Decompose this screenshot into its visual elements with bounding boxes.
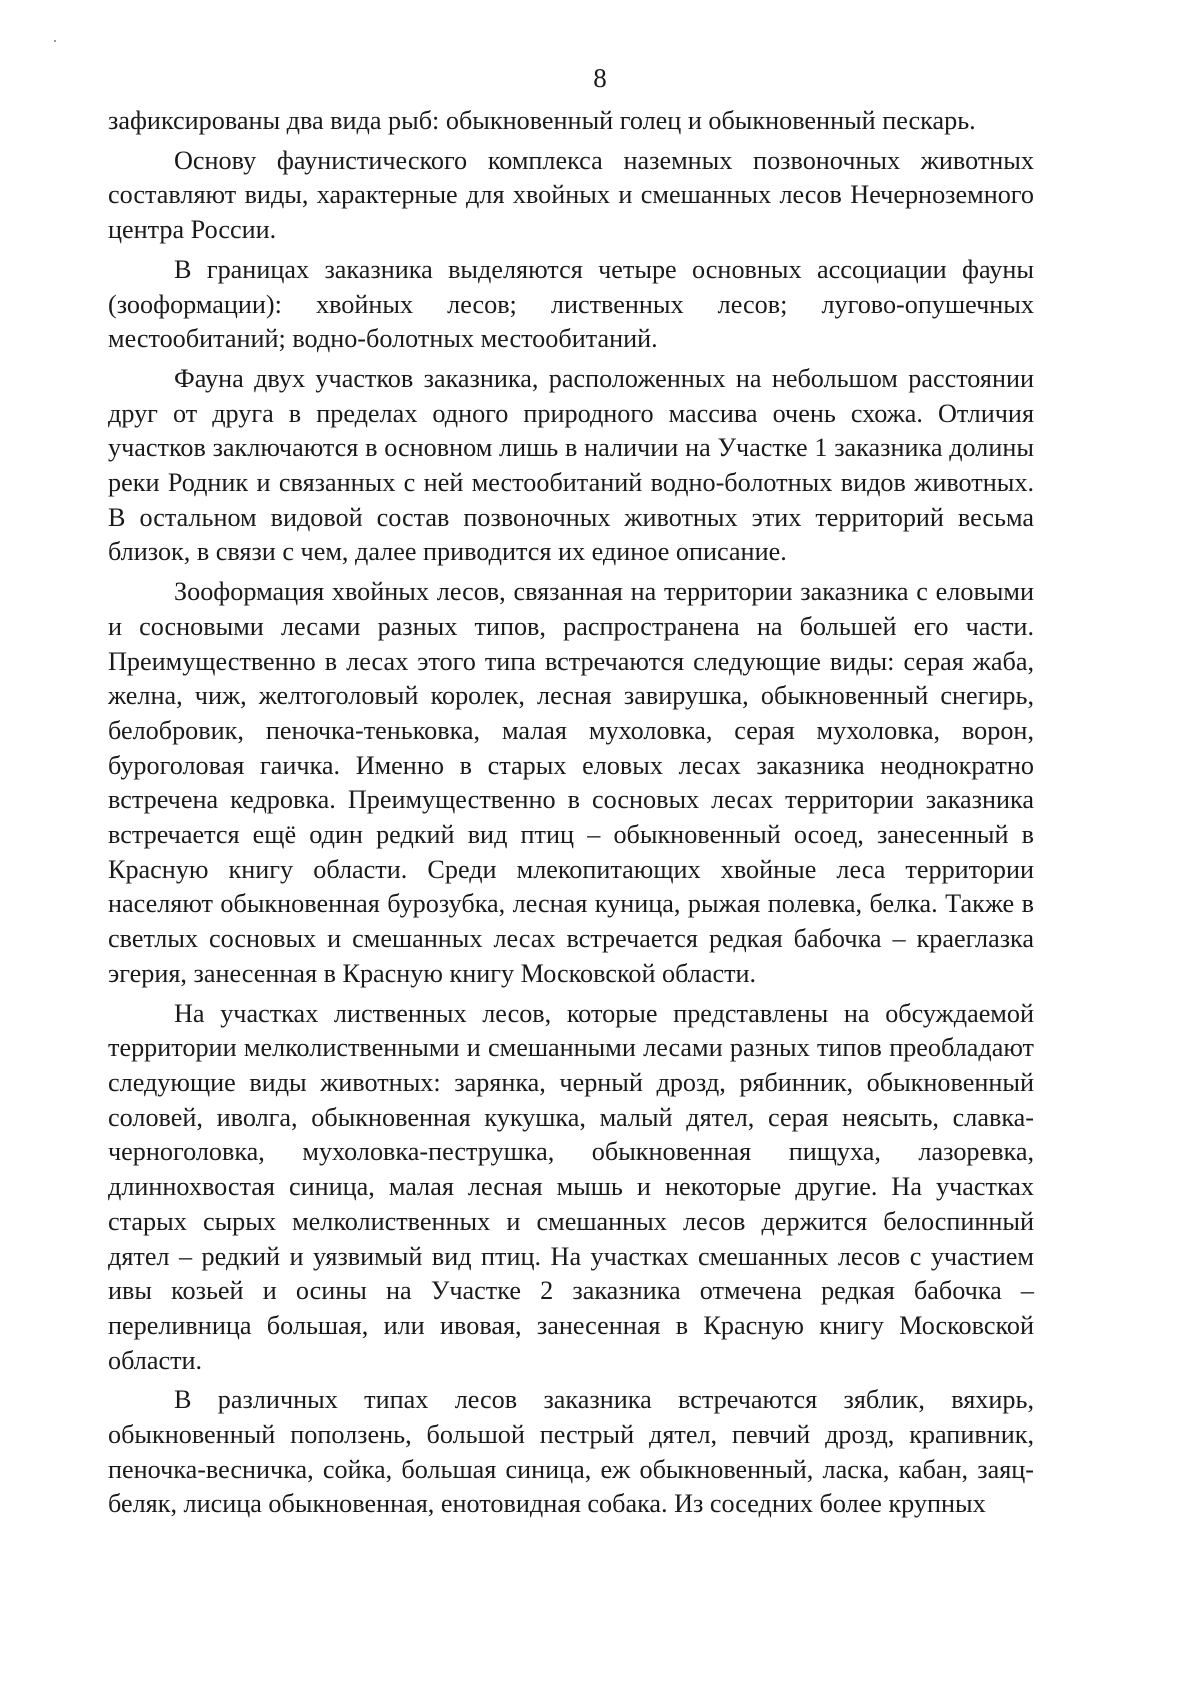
scan-dust-mark xyxy=(54,40,56,42)
page-number: 8 xyxy=(593,63,607,93)
paragraph-fish-species: зафиксированы два вида рыб: обыкновенный голец и обыкновенный пескарь. xyxy=(108,106,976,135)
paragraph-deciduous-forests: На участках лиственных лесов, которые представлены на обсуждаемой территории мелколиственными и смешанными лесами разных типов преобладают следующие виды животных: зарянка, черный дрозд, рябинник, обыкновенный соловей, иволга, обыкновенная кукушка, малый дятел, серая неясыть, славка-черноголовка, мухоловка-пеструшка, обыкновенная пищуха, лазоревка, длиннохвостая синица, малая лесная мышь и некоторые другие. На участках старых сырых мелколиственных и смешанных лесов держится белоспинный дятел – редкий и уязвимый вид птиц. На участках смешанных лесов с участием ивы козьей и осины на Участке 2 заказника отмечена редкая бабочка – переливница большая, или ивовая, занесенная в Красную книгу Московской области. xyxy=(108,998,1034,1375)
paragraph-coniferous-forests: Зооформация хвойных лесов, связанная на территории заказника с еловыми и сосновыми лесами разных типов, распространена на большей его части. Преимущественно в лесах этого типа встречаются следующие виды: серая жаба, желна, чиж, желтоголовый королек, лесная завирушка, обыкновенный снегирь, белобровик, пеночка-теньковка, малая мухоловка, серая мухоловка, ворон, буроголовая гаичка. Именно в старых еловых лесах заказника неоднократно встречена кедровка. Преимущественно в сосновых лесах территории заказника встречается ещё один редкий вид птиц – обыкновенный осоед, занесенный в Красную книгу области. Среди млекопитающих хвойные леса территории населяют обыкновенная бурозубка, лесная куница, рыжая полевка, белка. Также в светлых сосновых и смешанных лесах встречается редкая бабочка – краеглазка эгерия, занесенная в Красную книгу Московской области. xyxy=(108,577,1034,988)
paragraph-various-forests: В различных типах лесов заказника встречаются зяблик, вяхирь, обыкновенный поползень, большой пестрый дятел, певчий дрозд, крапивник, пеночка-весничка, сойка, большая синица, еж обыкновенный, ласка, кабан, заяц-беляк, лисица обыкновенная, енотовидная собака. Из соседних более крупных xyxy=(108,1385,1034,1519)
paragraph-zooformations: В границах заказника выделяются четыре основных ассоциации фауны (зооформации): хвойных лесов; лиственных лесов; лугово-опушечных местообитаний; водно-болотных местообитаний. xyxy=(108,254,1034,354)
paragraph-two-sites: Фауна двух участков заказника, расположенных на небольшом расстоянии друг от друга в пределах одного природного массива очень схожа. Отличия участков заключаются в основном лишь в наличии на Участке 1 заказника долины реки Родник и связанных с ней местообитаний водно-болотных видов животных. В остальном видовой состав позвоночных животных этих территорий весьма близок, в связи с чем, далее приводится их единое описание. xyxy=(108,363,1034,567)
body-text xyxy=(108,104,1034,1527)
paragraph-faunal-complex: Основу фаунистического комплекса наземных позвоночных животных составляют виды, характерные для хвойных и смешанных лесов Нечерноземного центра России. xyxy=(108,145,1034,245)
